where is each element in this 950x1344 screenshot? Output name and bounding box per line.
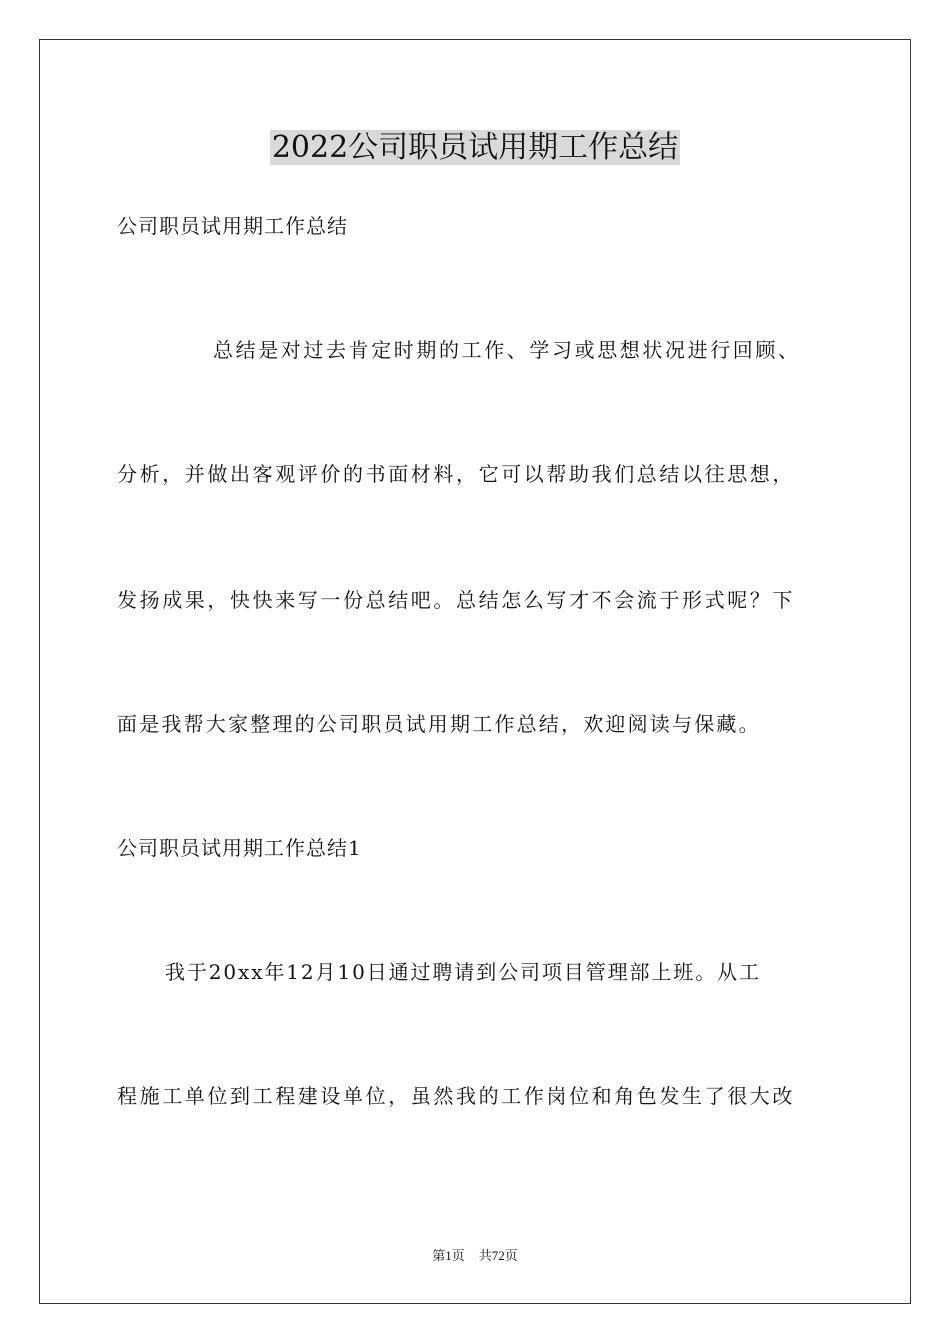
page-total: 共72页 (478, 1248, 518, 1263)
intro-line-1: 总结是对过去肯定时期的工作、学习或思想状况进行回顾、 (213, 338, 801, 362)
document-title (0, 126, 950, 170)
document-subtitle: 公司职员试用期工作总结 (117, 214, 348, 238)
document-title-text: 2022公司职员试用期工作总结 (271, 130, 679, 165)
intro-line-4: 面是我帮大家整理的公司职员试用期工作总结，欢迎阅读与保藏。 (117, 712, 761, 736)
page-number: 第1页 (432, 1248, 465, 1263)
section-heading: 公司职员试用期工作总结1 (117, 836, 362, 860)
section-line-2: 程施工单位到工程建设单位，虽然我的工作岗位和角色发生了很大改 (117, 1084, 795, 1108)
section-line-1: 我于20xx年12月10日通过聘请到公司项目管理部上班。从工 (165, 960, 761, 984)
intro-line-3: 发扬成果，快快来写一份总结吧。总结怎么写才不会流于形式呢？下 (117, 588, 795, 612)
page-footer (0, 1247, 950, 1265)
intro-line-2: 分析，并做出客观评价的书面材料，它可以帮助我们总结以往思想， (117, 462, 795, 486)
